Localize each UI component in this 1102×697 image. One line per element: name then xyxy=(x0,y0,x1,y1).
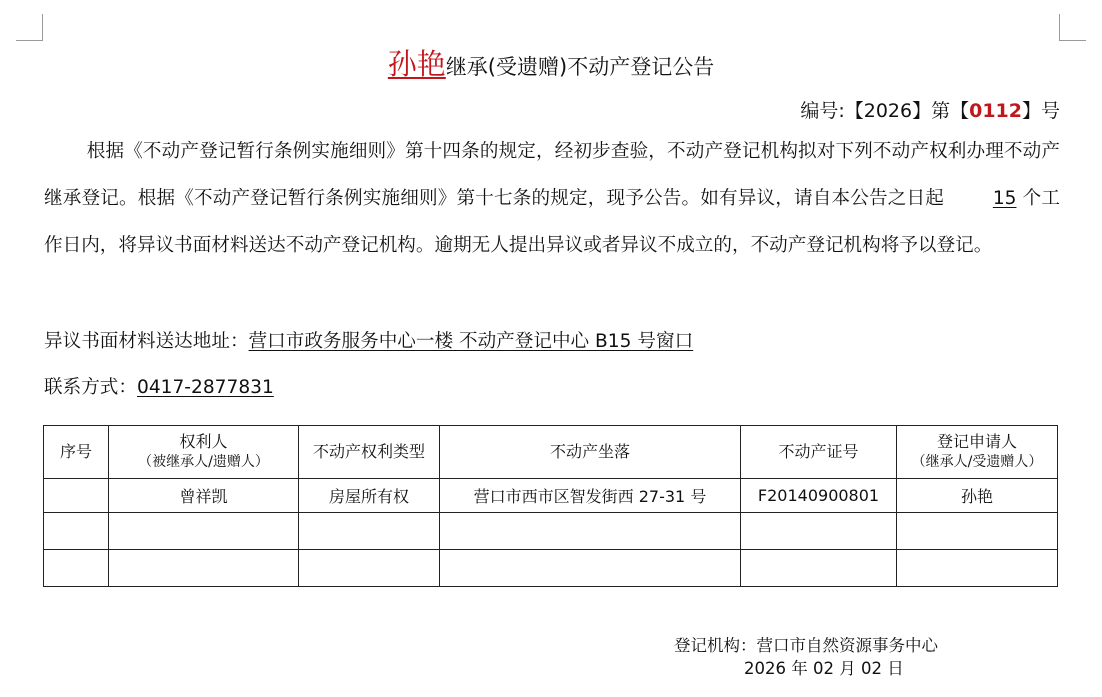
objection-days: 15 xyxy=(992,188,1017,209)
cell-certificate: F20140900801 xyxy=(741,479,897,513)
cell-empty xyxy=(440,513,741,550)
contact-label: 联系方式： xyxy=(44,377,137,398)
title-text: 继承(受遗赠)不动产登记公告 xyxy=(445,55,715,79)
table-row xyxy=(44,479,1058,513)
header-holder-sub: （被继承人/遗赠人） xyxy=(138,454,269,470)
contact-phone: 0417-2877831 xyxy=(136,377,274,398)
page-corner-mark-right xyxy=(1059,14,1086,41)
header-applicant: 登记申请人 （继承人/受遗赠人） xyxy=(897,426,1058,479)
registration-table xyxy=(43,425,1058,587)
notice-date: 2026 年 02 月 02 日 xyxy=(744,659,904,678)
header-applicant-sub: （继承人/受遗赠人） xyxy=(911,454,1043,470)
document-number-value: 0112 xyxy=(969,100,1022,122)
notice-text-part2: 个工作日内，将异议书面材料送达不动产登记机构。逾期无人提出异议或者异议不成立的，不动产登记机构将予以登记。 xyxy=(44,188,1060,256)
cell-empty xyxy=(109,550,299,587)
cell-holder: 曾祥凯 xyxy=(109,479,299,513)
notice-paragraph xyxy=(44,128,1060,269)
title-applicant-name: 孙艳 xyxy=(387,47,446,81)
cell-empty xyxy=(741,550,897,587)
table-row-empty xyxy=(44,513,1058,550)
cell-empty xyxy=(741,513,897,550)
notice-text-part1: 根据《不动产登记暂行条例实施细则》第十四条的规定，经初步查验，不动产登记机构拟对下列不动产权利办理不动产继承登记。根据《不动产登记暂行条例实施细则》第十七条的规定，现予公告。如有异议，请自本公告之日起 xyxy=(44,141,1060,209)
cell-seq xyxy=(44,479,109,513)
cell-empty xyxy=(897,513,1058,550)
document-number-prefix: 编号:【2026】第【 xyxy=(800,100,970,122)
cell-empty xyxy=(109,513,299,550)
cell-empty xyxy=(897,550,1058,587)
page-corner-mark-left xyxy=(16,14,43,41)
cell-empty xyxy=(44,513,109,550)
cell-empty xyxy=(299,513,440,550)
header-certificate: 不动产证号 xyxy=(741,426,897,479)
cell-right-type: 房屋所有权 xyxy=(299,479,440,513)
cell-applicant: 孙艳 xyxy=(897,479,1058,513)
notice-body xyxy=(44,128,1060,269)
authority-name: 营口市自然资源事务中心 xyxy=(756,636,938,655)
document-number xyxy=(800,96,1060,123)
header-seq: 序号 xyxy=(44,426,109,479)
objection-address xyxy=(44,327,693,353)
authority-label: 登记机构： xyxy=(674,636,757,655)
cell-empty xyxy=(44,550,109,587)
notice-title xyxy=(0,42,1102,83)
address-value: 营口市政务服务中心一楼 不动产登记中心 B15 号窗口 xyxy=(248,331,694,352)
cell-empty xyxy=(440,550,741,587)
header-right-type: 不动产权利类型 xyxy=(299,426,440,479)
document-number-suffix: 】号 xyxy=(1021,100,1060,122)
address-label: 异议书面材料送达地址： xyxy=(44,331,249,352)
cell-location: 营口市西市区智发街西 27-31 号 xyxy=(440,479,741,513)
cell-empty xyxy=(299,550,440,587)
table-row-empty xyxy=(44,550,1058,587)
header-holder: 权利人 （被继承人/遗赠人） xyxy=(109,426,299,479)
contact-info xyxy=(44,373,274,399)
table-header-row xyxy=(44,426,1058,479)
header-location: 不动产坐落 xyxy=(440,426,741,479)
registration-authority xyxy=(674,632,938,656)
